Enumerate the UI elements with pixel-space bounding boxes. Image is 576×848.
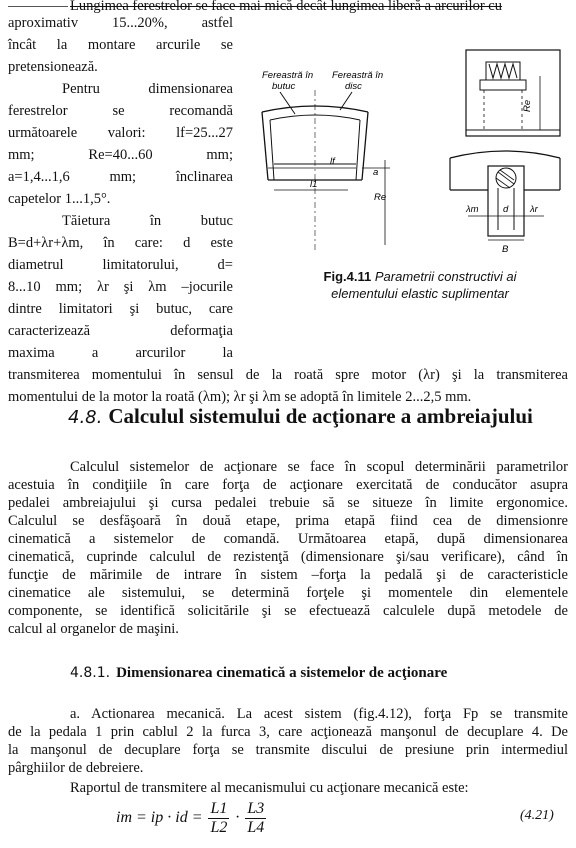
left-line-2: pretensionează. xyxy=(8,59,98,75)
para-line-9: calcul al organelor de maşini. xyxy=(8,621,179,637)
fraction-2-num: L3 xyxy=(247,800,265,817)
label-window-disc: Fereastră în xyxy=(332,70,384,81)
para-line-0: Calculul sistemelor de acţionare se face în scopul determinării parametrilor xyxy=(70,459,568,475)
dim-d: d xyxy=(503,204,509,215)
left-line-11: diametrul limitatorului, d= xyxy=(8,257,233,273)
top-line: Lungimea ferestrelor se face mai mică decât lungimea liberă a arcurilor cu xyxy=(70,0,502,14)
left-line-0: aproximativ 15...20%, astfel xyxy=(8,15,233,31)
subsection-title: Dimensionarea cinematică a sistemelor de acţionare xyxy=(116,665,448,681)
dim-re: Re xyxy=(374,192,387,203)
left-line-5: următoarele valori: lf=25...27 xyxy=(8,125,233,141)
para-line-5: cinematică, cuprinde calculul de rezistenţă (dimensionare şi/sau verificare), când în xyxy=(8,549,568,565)
label-window-disc-2: disc xyxy=(345,81,362,92)
section-number: 4.8. xyxy=(68,407,103,428)
left-line-13: dintre limitatori şi butuc, care xyxy=(8,301,233,317)
para-line-3: Calculul se desfăşoară în două etape, prima etapă fiind cea de dimensionre xyxy=(8,513,568,529)
para-line-4: cinematică a sistemelor de comandă. Următoarea etapă, după dimensionarea xyxy=(8,531,568,547)
full-line-0: transmiterea momentului în sensul de la roată spre motor (λr) şi la transmiterea xyxy=(8,367,568,383)
left-line-4: ferestrelor se recomandă xyxy=(8,103,233,119)
section-title: Calculul sistemului de acţionare a ambreiajului xyxy=(108,404,533,428)
left-line-6: mm; Re=40...60 mm; xyxy=(8,147,233,163)
fraction-2 xyxy=(245,800,266,837)
dim-lf: lf xyxy=(330,156,335,167)
full-line-1: momentului de la motor la roată (λm); λr şi λm se adoptă în limitele 2...2,5 mm. xyxy=(8,389,472,405)
left-line-1: încât la montare arcurile se xyxy=(8,37,233,53)
sub-line-4: Raportul de transmitere al mecanismului cu acţionare mecanică este: xyxy=(70,780,469,796)
left-line-3: Pentru dimensionarea xyxy=(62,81,233,97)
sub-line-3: pârghiilor de debreiere. xyxy=(8,760,144,776)
sub-line-0: a. Actionarea mecanică. La acest sistem (fig.4.12), forţa Fp se transmite xyxy=(70,706,568,722)
section-heading xyxy=(68,404,533,429)
para-line-8: componente, se identifică solicitările şi se efectuează calculele după metodele de xyxy=(8,603,568,619)
caption-number: Fig.4.11 xyxy=(323,269,372,284)
left-line-10: B=d+λr+λm, în care: d este xyxy=(8,235,233,251)
equation-4-21: im = ip · id = $\frac{L1}{L2}$ · $\frac{L3}{L4}$ xyxy=(116,800,265,836)
equation-lhs: im = ip · id = xyxy=(116,809,203,827)
dim-re-right: Re xyxy=(522,99,533,112)
equation-number: (4.21) xyxy=(520,808,554,823)
para-line-7: cinematice ale sistemului, se determină forţele şi momentele din elementele xyxy=(8,585,568,601)
figure-caption xyxy=(300,268,540,302)
left-line-8: capetelor 1...1,5°. xyxy=(8,191,111,207)
para-line-2: pedalei ambreiajului şi cursa pedalei trebuie să se situeze în limite ergonomice. xyxy=(8,495,568,511)
top-rule xyxy=(8,6,68,7)
figure-4-11 xyxy=(240,40,575,265)
dim-b: B xyxy=(502,244,509,255)
dim-a: a xyxy=(373,167,379,178)
dim-lambda-m: λm xyxy=(466,204,479,215)
fraction-1-den: L2 xyxy=(210,819,228,836)
sub-line-1: de la pedala 1 prin cablul 2 la furca 3, care acţionează manşonul de decuplare 4. De xyxy=(8,724,568,740)
para-line-1: acestuia în condiţiile în care forţa de acţionare exercitată de conducător asupra xyxy=(8,477,568,493)
dim-lambda-r: λr xyxy=(530,204,538,215)
dim-l1: l1 xyxy=(310,179,318,190)
left-line-15: maxima a arcurilor la xyxy=(8,345,233,361)
sub-line-2: la manşonul de decuplare forţa se transmite discului de presiune prin intermediul xyxy=(8,742,568,758)
fraction-1 xyxy=(208,800,229,837)
subsection-heading xyxy=(70,665,447,682)
left-line-14: caracterizează deformaţia xyxy=(8,323,233,339)
left-line-12: 8...10 mm; λr şi λm –jocurile xyxy=(8,279,233,295)
left-line-9: Tăietura în butuc xyxy=(62,213,233,229)
para-line-6: funcţie de mărimile de intrare în sistem –forţa la pedală şi de caracteristicle xyxy=(8,567,568,583)
label-window-hub: Fereastră în xyxy=(262,70,314,81)
left-line-7: a=1,4...1,6 mm; înclinarea xyxy=(8,169,233,185)
fraction-2-den: L4 xyxy=(247,819,265,836)
label-window-hub-2: butuc xyxy=(272,81,296,92)
subsection-number: 4.8.1. xyxy=(70,665,111,681)
caption-text: Parametrii constructivi ai elementului elastic suplimentar xyxy=(331,269,517,301)
fraction-1-num: L1 xyxy=(210,800,228,817)
